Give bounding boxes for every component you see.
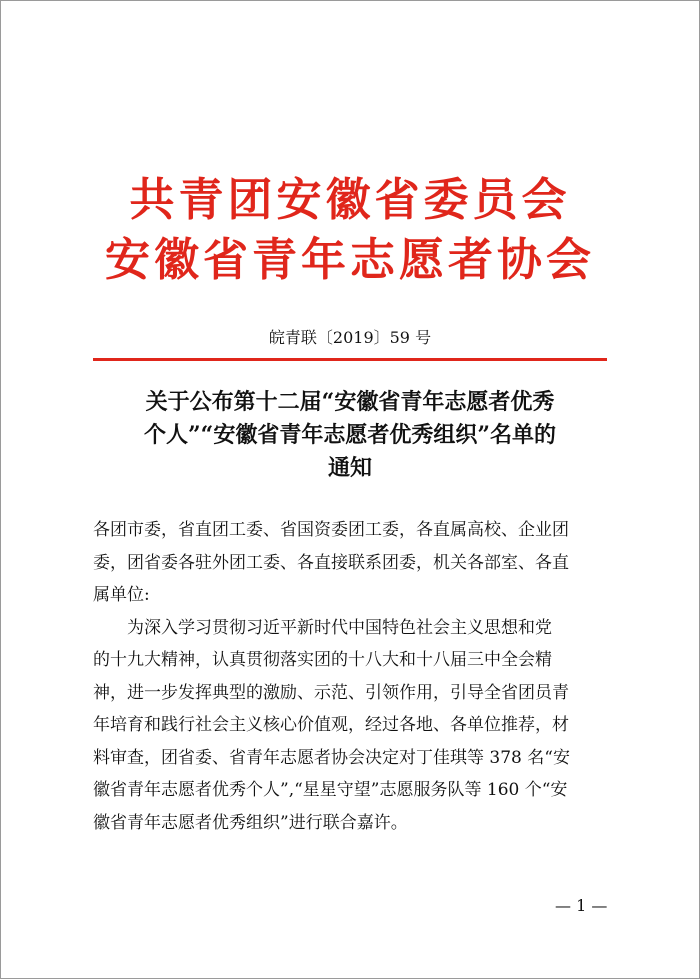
recipients-line: 属单位: <box>93 585 150 605</box>
paragraph-line: 徽省青年志愿者优秀组织”进行联合嘉许。 <box>93 812 408 833</box>
page-number: — 1 — <box>555 896 608 915</box>
recipients-line: 各团市委，省直团工委、省国资委团工委，各直属高校、企业团 <box>93 520 569 540</box>
recipients-line: 委，团省委各驻外团工委、各直接联系团委，机关各部室、各直 <box>93 552 569 573</box>
paragraph-line: 的十九大精神，认真贯彻落实团的十八大和十八届三中全会精 <box>93 650 552 670</box>
paragraph-line: 年培育和践行社会主义核心价值观，经过各地、各单位推荐，材 <box>93 715 569 735</box>
document-number: 皖青联〔2019〕59 号 <box>268 328 432 347</box>
paragraph-line: 为深入学习贯彻习近平新时代中国特色社会主义思想和党 <box>127 617 552 638</box>
title-line: 关于公布第十二届“安徽省青年志愿者优秀 <box>145 389 555 415</box>
issuer-line-2: 安徽省青年志愿者协会 <box>104 233 595 286</box>
title-line: 个人”“安徽省青年志愿者优秀组织”名单的 <box>144 422 556 448</box>
paragraph-line: 料审查，团省委、省青年志愿者协会决定对丁佳琪等 378 名“安 <box>93 747 570 768</box>
title-line: 通知 <box>327 455 372 481</box>
paragraph-line: 徽省青年志愿者优秀个人”,“星星守望”志愿服务队等 160 个“安 <box>93 780 568 800</box>
issuer-line-1: 共青团安徽省委员会 <box>129 173 571 226</box>
paragraph-line: 神，进一步发挥典型的激励、示范、引领作用，引导全省团员青 <box>93 682 569 703</box>
document-title <box>100 386 600 485</box>
document-body <box>93 514 607 839</box>
red-divider-line <box>93 358 607 361</box>
